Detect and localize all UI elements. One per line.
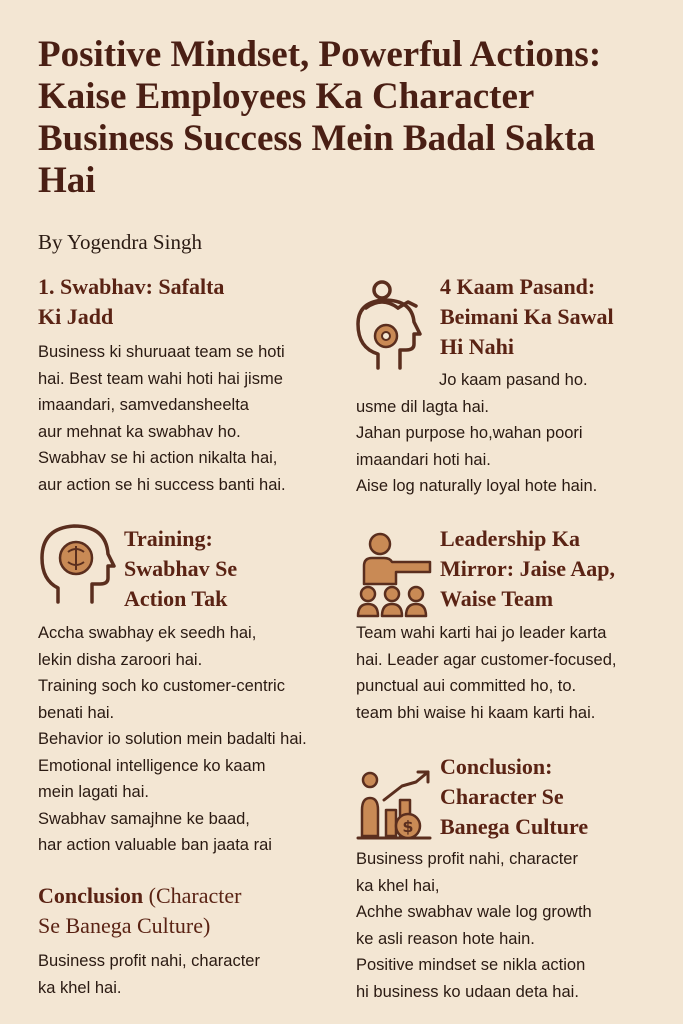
- body-line: Accha swabhay ek seedh hai,: [38, 624, 257, 642]
- section-conclusion-right-title: [440, 752, 588, 842]
- section-swabhav-title-line1: 1. Swabhav: Safalta: [38, 274, 225, 299]
- section-leadership-title: [440, 524, 615, 614]
- section-conclusion-left-title-line2: Se Banega Culture): [38, 913, 211, 938]
- section-kaam-pasand-title-line3: Hi Nahi: [440, 334, 514, 359]
- body-line: ka khel hai,: [356, 876, 440, 895]
- section-leadership-title-line2: Mirror: Jaise Aap,: [440, 556, 615, 581]
- section-conclusion-left-body: [38, 948, 260, 1001]
- body-line: punctual aui committed ho, to.: [356, 677, 577, 695]
- body-line: hai. Best team wahi hoti hai jisme: [38, 369, 283, 388]
- section-kaam-pasand-body: [356, 367, 597, 500]
- section-conclusion-right-title-line2: Character Se: [440, 784, 564, 809]
- conclusion-rest: (Character: [148, 883, 242, 908]
- body-line: Behavior io solution mein badalti hai.: [38, 730, 307, 748]
- section-swabhav-title: [38, 272, 224, 332]
- section-training-title: [124, 524, 237, 614]
- body-line: usme dil lagta hai.: [356, 397, 489, 416]
- section-leadership-title-line1: Leadership Ka: [440, 526, 580, 551]
- body-line: Aise log naturally loyal hote hain.: [356, 477, 598, 495]
- section-conclusion-right-title-line1: Conclusion:: [440, 754, 553, 779]
- body-line: Positive mindset se nikla action: [356, 956, 586, 974]
- section-swabhav-title-line2: Ki Jadd: [38, 304, 114, 329]
- body-line: Swabhav samajhne ke baad,: [38, 809, 250, 828]
- svg-text:$: $: [402, 817, 414, 836]
- body-line: team bhi waise hi kaam karti hai.: [356, 703, 596, 722]
- head-gear-icon: [352, 278, 434, 372]
- body-line: Team wahi karti hai jo leader karta: [356, 624, 607, 642]
- body-line: ka khel hai.: [38, 978, 122, 997]
- body-line: benati hai.: [38, 703, 115, 722]
- section-training-title-line1: Training:: [124, 526, 213, 551]
- body-line: Business profit nahi, character: [356, 850, 578, 868]
- section-conclusion-right-title-line3: Banega Culture: [440, 814, 589, 839]
- author-byline: By Yogendra Singh: [38, 230, 202, 254]
- body-line: Swabhav se hi action nikalta hai,: [38, 449, 278, 467]
- leader-team-icon: [356, 532, 436, 618]
- body-line: Emotional intelligence ko kaam: [38, 756, 266, 775]
- section-conclusion-right-body: [356, 846, 592, 1005]
- body-line: imaandari, samvedansheelta: [38, 396, 249, 414]
- section-conclusion-left-title: [38, 881, 241, 941]
- section-training-title-line2: Swabhav Se: [124, 556, 238, 581]
- body-line: Business profit nahi, character: [38, 952, 260, 970]
- body-line: ke asli reason hote hain.: [356, 929, 535, 948]
- section-leadership-title-line3: Waise Team: [440, 586, 554, 611]
- section-swabhav-body: [38, 339, 286, 498]
- section-kaam-pasand-title-line2: Beimani Ka Sawal: [440, 304, 614, 329]
- body-line: Jahan purpose ho,wahan poori: [356, 424, 583, 442]
- title-regular: Kaise Employees Ka Character Business Success Mein Badal Sakta Hai: [38, 76, 596, 201]
- section-kaam-pasand-title-line1: 4 Kaam Pasand:: [440, 274, 596, 299]
- body-line: Achhe swabhav wale log growth: [356, 903, 592, 921]
- body-line: har action valuable ban jaata rai: [38, 836, 272, 854]
- section-training-body: [38, 620, 307, 859]
- section-conclusion-left-title-line1: [38, 881, 241, 911]
- growth-chart-icon: [354, 770, 434, 840]
- section-training-title-line3: Action Tak: [124, 586, 228, 611]
- section-leadership-body: [356, 620, 616, 726]
- body-line: aur mehnat ka swabhav ho.: [38, 422, 241, 441]
- body-line: Jo kaam pasand ho.: [439, 371, 588, 389]
- body-line: aur action se hi success banti hai.: [38, 475, 286, 494]
- conclusion-bold: Conclusion: [38, 883, 144, 908]
- page-title: [38, 34, 658, 202]
- title-bold: Positive Mindset, Powerful Actions:: [38, 34, 602, 75]
- body-line: Training soch ko customer-centric: [38, 677, 285, 695]
- section-kaam-pasand-title: [440, 272, 614, 362]
- body-line: hai. Leader agar customer-focused,: [356, 650, 617, 669]
- body-line: imaandari hoti hai.: [356, 450, 491, 469]
- body-line: mein lagati hai.: [38, 783, 149, 801]
- body-line: Business ki shuruaat team se hoti: [38, 343, 285, 361]
- head-brain-icon: [38, 522, 120, 606]
- body-line: lekin disha zaroori hai.: [38, 650, 203, 669]
- body-line: hi business ko udaan deta hai.: [356, 982, 579, 1001]
